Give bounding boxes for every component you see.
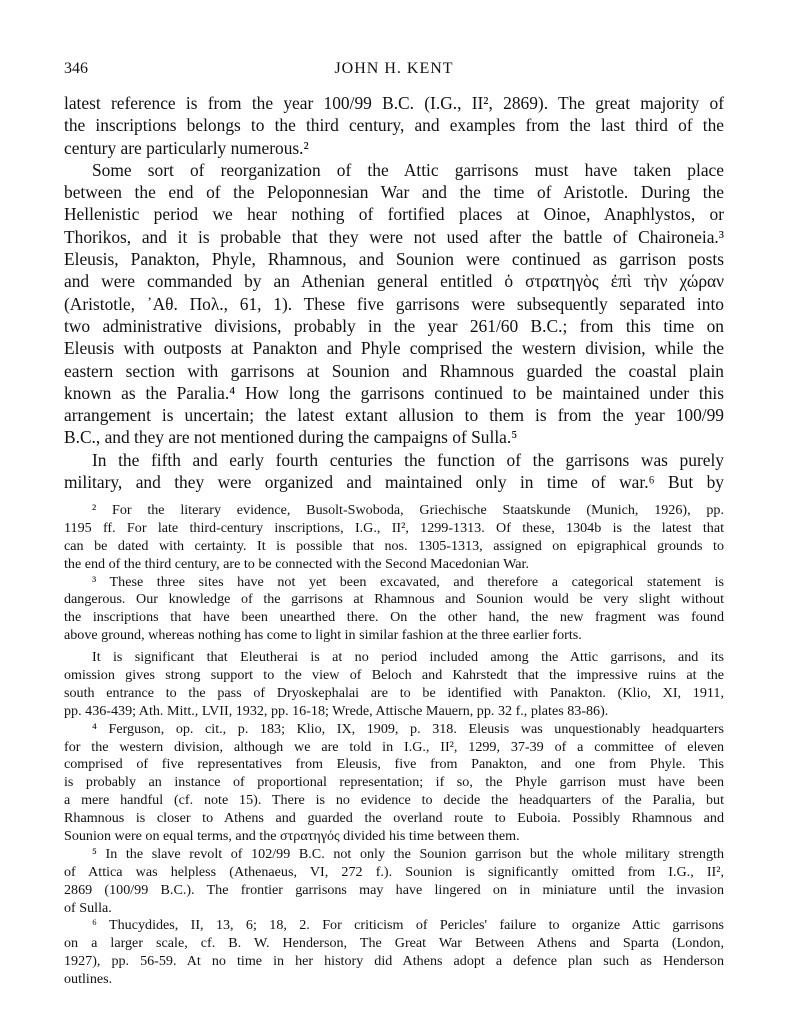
text-line: eastern section with garrisons at Sounion and Rhamnous guarded the coastal plain [64,360,724,381]
main-text [64,92,724,493]
text-line: arrangement is uncertain; the latest extant allusion to them is from the year 100/99 [64,405,724,426]
text-line: latest reference is from the year 100/99 B.C. (I.G., II², 2869). The great majority of [64,93,724,113]
footnote-line: the inscriptions that have been unearthed there. On the other hand, the new fragment was found [64,609,724,626]
footnote-line: of Attica was helpless (Athenaeus, VI, 272 f.). Sounion is significantly omitted from I.G., II², [64,863,724,880]
page-number: 346 [64,60,88,77]
footnote-line: comprised of five representatives from Eleusis, five from Panakton, and one from Phyle. This [64,756,724,773]
footnote-line: omission gives strong support to the view of Beloch and Kahrstedt that the impressive ruins at the [64,667,724,684]
footnote-line: is probably an instance of proportional representation; if so, the Phyle garrison must have been [64,774,724,791]
footnote-line: pp. 436-439; Ath. Mitt., LVII, 1932, pp. 16-18; Wrede, Attische Mauern, pp. 32 f., plates 83-86). [64,702,609,719]
footnote-line: for the western division, although we are told in I.G., II², 1299, 37-39 of a committee of eleven [64,738,724,755]
footnote-line: ² For the literary evidence, Busolt-Swoboda, Griechische Staatskunde (Munich, 1926), pp. [92,502,724,518]
text-line: In the fifth and early fourth centuries the function of the garrisons was purely [92,449,724,470]
text-line: century are particularly numerous.² [64,137,309,158]
text-line: Eleusis with outposts at Panakton and Phyle comprised the western division, while the [64,338,724,359]
footnote-line: a mere handful (cf. note 15). There is no evidence to decide the headquarters of the Paralia, but [64,792,724,809]
text-line: military, and they were organized and maintained only in time of war.⁶ But by [64,472,724,493]
footnote-line: outlines. [64,971,113,988]
text-line: two administrative divisions, probably in the year 261/60 B.C.; from this time on [64,315,724,336]
text-line: B.C., and they are not mentioned during the campaigns of Sulla.⁵ [64,427,518,448]
text-line: known as the Paralia.⁴ How long the garrisons continued to be maintained under this [64,382,724,403]
footnote-line: Sounion were on equal terms, and the στρατηγός divided his time between them. [64,828,520,845]
footnote-line: can be dated with certainty. It is possible that nos. 1305-1313, assigned on epigraphical grounds to [64,537,724,554]
text-line: between the end of the Peloponnesian War and the time of Aristotle. During the [64,182,724,203]
footnote-line: south entrance to the pass of Dryoskephalai are to be identified with Panakton. (Klio, XI, 1911, [64,684,724,701]
footnote-line: ⁵ In the slave revolt of 102/99 B.C. not only the Sounion garrison but the whole military strength [92,845,724,862]
footnote-line: 1195 ff. For late third-century inscriptions, I.G., II², 1299-1313. Of these, 1304b is the latest that [64,519,724,536]
text-line: Thorikos, and it is probable that they were not used after the battle of Chaironeia.³ [64,226,724,247]
text-line: the inscriptions belongs to the third century, and examples from the last third of the [64,115,724,136]
footnote-line: 2869 (100/99 B.C.). The frontier garrisons may have lingered on in miniature until the invasion [64,881,724,898]
footnote-line: above ground, whereas nothing has come to light in similar fashion at the three earlier forts. [64,627,582,644]
footnote-line: ⁶ Thucydides, II, 13, 6; 18, 2. For criticism of Pericles' failure to organize Attic garrisons [92,917,724,934]
text-line: Eleusis, Panakton, Phyle, Rhamnous, and Sounion were continued as garrison posts [64,249,724,270]
footnote-line: Rhamnous is closer to Athens and guarded the overland route to Euboia. Possibly Rhamnous and [64,810,724,827]
footnote-line: 1927), pp. 56-59. At no time in her history did Athens adopt a defence plan such as Henderson [64,953,724,970]
footnotes [64,502,724,989]
footnote-line: ³ These three sites have not yet been excavated, and therefore a categorical statement is [92,573,724,590]
footnote-line: ⁴ Ferguson, op. cit., p. 183; Klio, IX, 1909, p. 318. Eleusis was unquestionably headquarters [92,720,724,737]
text-line: Some sort of reorganization of the Attic garrisons must have taken place [92,159,724,180]
footnote-line: It is significant that Eleutherai is at no period included among the Attic garrisons, and its [92,649,724,666]
footnote-line: on a larger scale, cf. B. W. Henderson, The Great War Between Athens and Sparta (London, [64,935,724,952]
running-head: JOHN H. KENT [334,60,454,77]
text-line: and were commanded by an Athenian general entitled ὁ στρατηγὸς ἐπὶ τὴν χώραν [64,271,724,292]
text-line: (Aristotle, ᾿Αθ. Πολ., 61, 1). These five garrisons were subsequently separated into [64,293,724,314]
footnote-line: of Sulla. [64,899,112,916]
footnote-line: the end of the third century, are to be connected with the Second Macedonian War. [64,555,529,572]
text-line: Hellenistic period we hear nothing of fortified places at Oinoe, Anaphlystos, or [64,204,724,225]
footnote-line: dangerous. Our knowledge of the garrisons at Rhamnous and Sounion would be very slight without [64,591,724,608]
page-header [64,60,724,82]
